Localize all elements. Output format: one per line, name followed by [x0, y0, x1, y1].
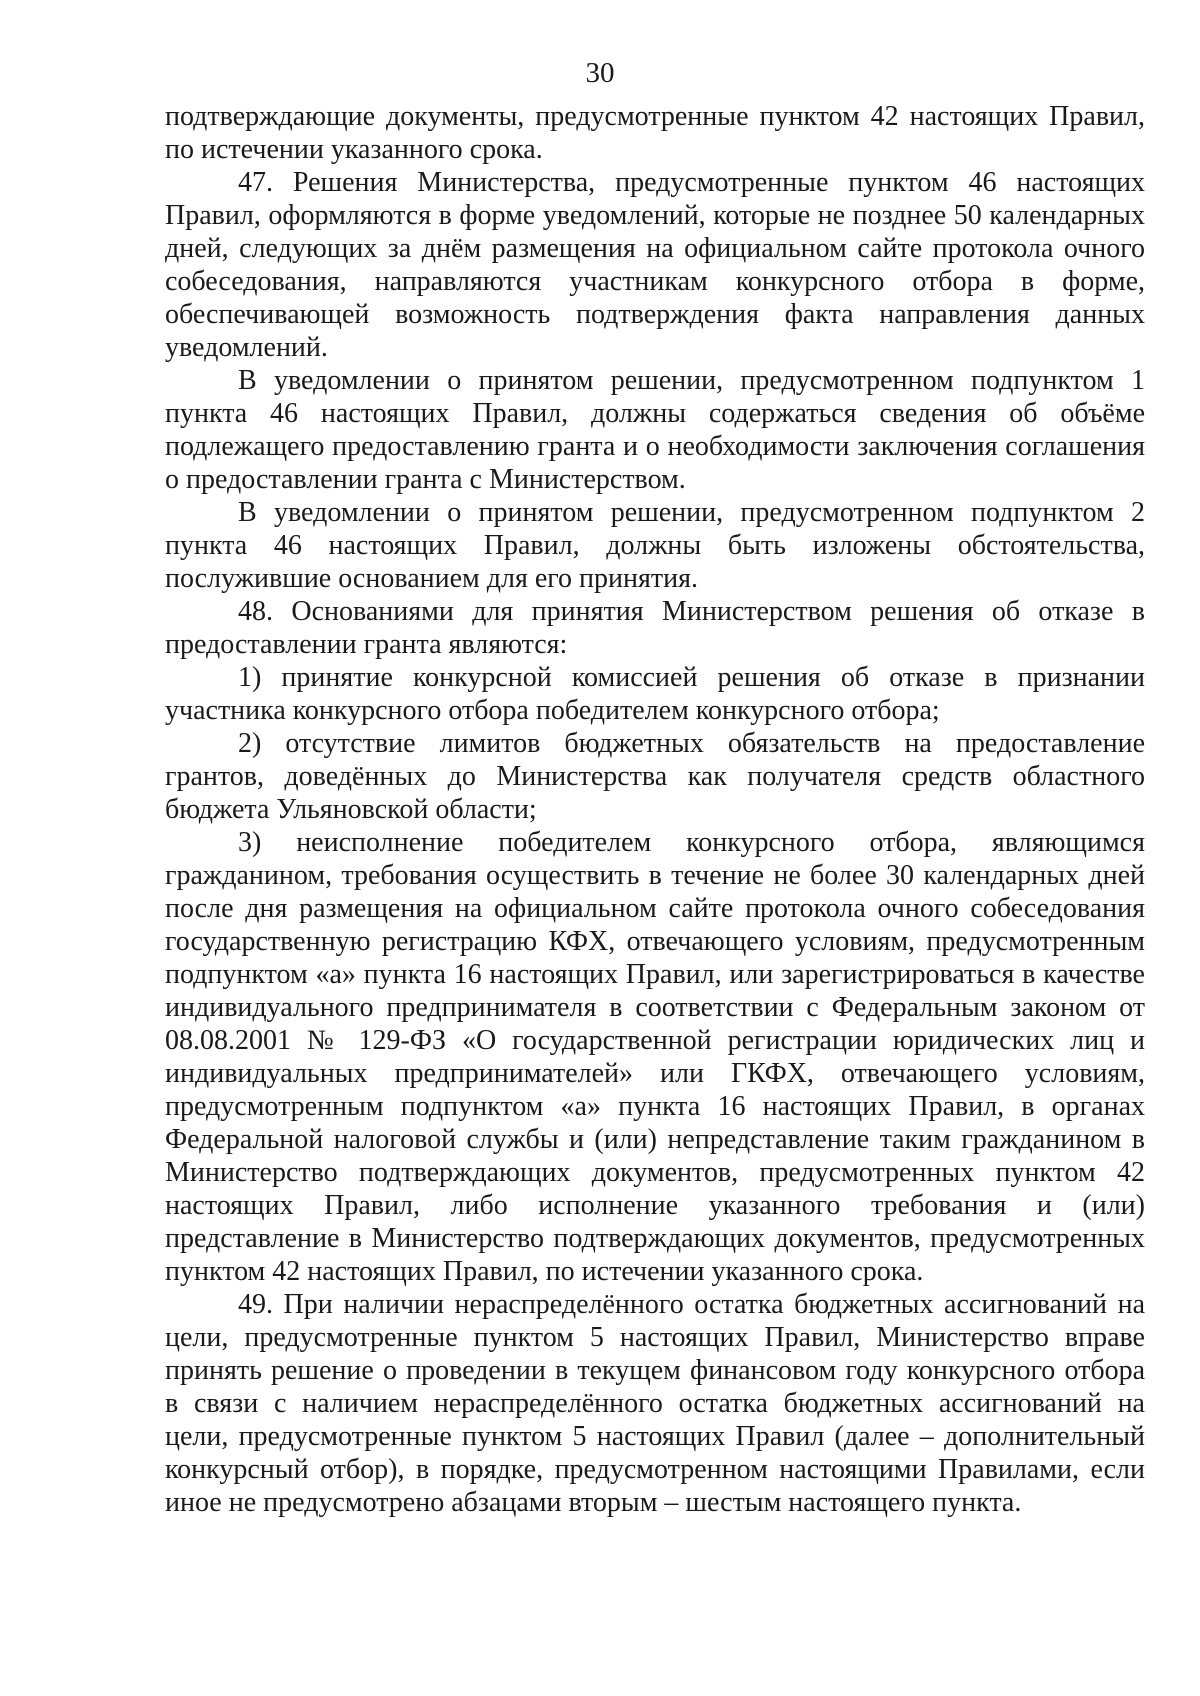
- paragraph-47-notice-approval: В уведомлении о принятом решении, предусмотренном подпунктом 1 пункта 46 настоящих Правил, должны содержаться сведения об объёме подлежащего предоставлению гранта и о необходимости заключения соглашения о предоставлении гранта с Министерством.: [165, 365, 1145, 495]
- paragraph-49: 49. При наличии нераспределённого остатка бюджетных ассигнований на цели, предусмотренные пунктом 5 настоящих Правил, Министерство вправе принять решение о проведении в текущем финансовом году конкурсного отбора в связи с наличием нераспределённого остатка бюджетных ассигнований на цели, предусмотренные пунктом 5 настоящих Правил (далее – дополнительный конкурсный отбор), в порядке, предусмотренном настоящими Правилами, если иное не предусмотрено абзацами вторым – шестым настоящего пункта.: [165, 1289, 1145, 1518]
- paragraph-48: 48. Основаниями для принятия Министерством решения об отказе в предоставлении гранта являются:: [165, 596, 1145, 660]
- paragraph-47: 47. Решения Министерства, предусмотренные пунктом 46 настоящих Правил, оформляются в форме уведомлений, которые не позднее 50 календарных дней, следующих за днём размещения на официальном сайте протокола очного собеседования, направляются участникам конкурсного отбора в форме, обеспечивающей возможность подтверждения факта направления данных уведомлений.: [165, 167, 1145, 363]
- paragraph-48-item-3: 3) неисполнение победителем конкурсного отбора, являющимся гражданином, требования осуществить в течение не более 30 календарных дней после дня размещения на официальном сайте протокола очного собеседования государственную регистрацию КФХ, отвечающего условиям, предусмотренным подпунктом «а» пункта 16 настоящих Правил, или зарегистрироваться в качестве индивидуального предпринимателя в соответствии с Федеральным законом от 08.08.2001 № 129-ФЗ «О государственной регистрации юридических лиц и индивидуальных предпринимателей» или ГКФХ, отвечающего условиям, предусмотренным подпунктом «а» пункта 16 настоящих Правил, в органах Федеральной налоговой службы и (или) непредставление таким гражданином в Министерство подтверждающих документов, предусмотренных пунктом 42 настоящих Правил, либо исполнение указанного требования и (или) представление в Министерство подтверждающих документов, предусмотренных пунктом 42 настоящих Правил, по истечении указанного срока.: [165, 827, 1145, 1287]
- paragraph-continuation: подтверждающие документы, предусмотренные пунктом 42 настоящих Правил, по истечении указанного срока.: [165, 101, 1145, 165]
- document-body: [165, 100, 1145, 1519]
- paragraph-48-item-1: 1) принятие конкурсной комиссией решения об отказе в признании участника конкурсного отбора победителем конкурсного отбора;: [165, 662, 1145, 726]
- paragraph-48-item-2: 2) отсутствие лимитов бюджетных обязательств на предоставление грантов, доведённых до Министерства как получателя средств областного бюджета Ульяновской области;: [165, 728, 1145, 825]
- page-number: 30: [585, 57, 615, 89]
- paragraph-47-notice-refusal: В уведомлении о принятом решении, предусмотренном подпунктом 2 пункта 46 настоящих Правил, должны быть изложены обстоятельства, послужившие основанием для его принятия.: [165, 497, 1145, 594]
